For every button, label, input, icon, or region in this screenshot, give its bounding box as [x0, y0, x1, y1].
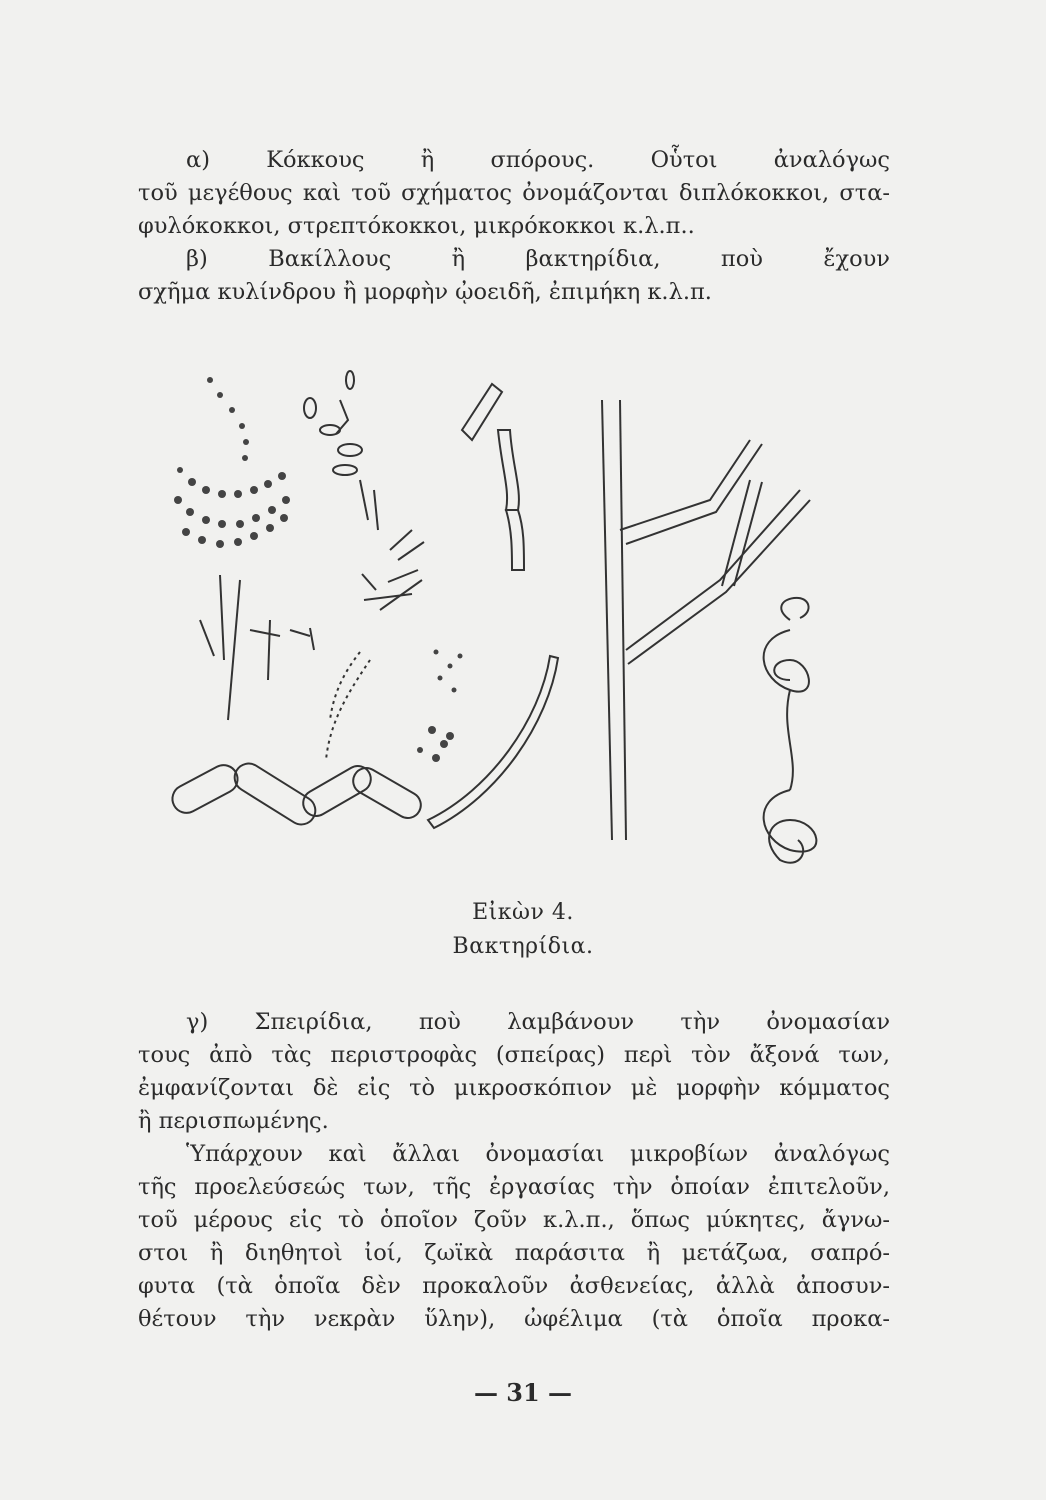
text-line: φυλόκοκκοι, στρεπτόκοκκοι, μικρόκοκκοι κ.λ.π.. — [138, 213, 695, 239]
spirilla-coils — [764, 598, 817, 863]
large-bacilli — [168, 758, 426, 829]
intro-paragraphs — [138, 144, 890, 309]
text-line: ἢ περισπωμένης. — [138, 1108, 329, 1134]
text-line-bacilli: β) Βακίλλους ἢ βακτηρίδια, ποὺ ἔχουν — [186, 246, 890, 272]
text-line: τοῦ μεγέθους καὶ τοῦ σχήματος ὀνομάζονται διπλόκοκκοι, στα- — [138, 180, 890, 206]
text-line-spirilla: γ) Σπειρίδια, ποὺ λαμβάνουν τὴν ὀνομασίαν — [186, 1009, 890, 1035]
segmented-rods — [462, 384, 524, 570]
dotted-streptobacilli — [326, 652, 370, 760]
spore-dots — [417, 650, 463, 763]
short-rods — [360, 480, 424, 610]
text-line: τους ἀπὸ τὰς περιστροφὰς (σπείρας) περὶ τὸν ἄξονά των, — [138, 1042, 890, 1068]
text-line: τῆς προελεύσεώς των, τῆς ἐργασίας τὴν ὁποίαν ἐπιτελοῦν, — [138, 1174, 890, 1200]
branching-filaments — [602, 400, 810, 840]
diplococci — [304, 371, 362, 475]
slender-bacilli — [200, 575, 314, 720]
long-curved-rod — [428, 656, 558, 828]
body-paragraphs — [138, 1006, 890, 1336]
text-line: φυτα (τὰ ὁποῖα δὲν προκαλοῦν ἀσθενείας, ἀλλὰ ἀποσυν- — [138, 1273, 890, 1299]
cocci-chains — [174, 377, 290, 548]
page-number: — 31 — — [473, 1378, 573, 1407]
text-line: Ὑπάρχουν καὶ ἄλλαι ὀνομασίαι μικροβίων ἀναλόγως — [186, 1141, 890, 1167]
text-line: τοῦ μέρους εἰς τὸ ὁποῖον ζοῦν κ.λ.π., ὅπως μύκητες, ἄγνω- — [138, 1207, 890, 1233]
text-line: θέτουν τὴν νεκρὰν ὕλην), ὠφέλιμα (τὰ ὁποῖα προκα- — [138, 1306, 890, 1332]
text-line: ἐμφανίζονται δὲ εἰς τὸ μικροσκόπιον μὲ μορφὴν κόμματος — [138, 1075, 890, 1101]
text-line: στοι ἢ διηθητοὶ ἰοί, ζωϊκὰ παράσιτα ἢ μετάζωα, σαπρό- — [138, 1240, 890, 1266]
text-line: σχῆμα κυλίνδρου ἢ μορφὴν ᾠοειδῆ, ἐπιμήκη κ.λ.π. — [138, 279, 712, 305]
bacteria-drawing — [150, 360, 890, 900]
bacteria-illustration — [150, 360, 890, 900]
text-line-cocci: α) Κόκκους ἢ σπόρους. Οὗτοι ἀναλόγως — [186, 147, 890, 173]
figure-caption-number: Εἰκὼν 4. — [472, 900, 574, 925]
figure-caption-title: Βακτηρίδια. — [452, 934, 594, 959]
